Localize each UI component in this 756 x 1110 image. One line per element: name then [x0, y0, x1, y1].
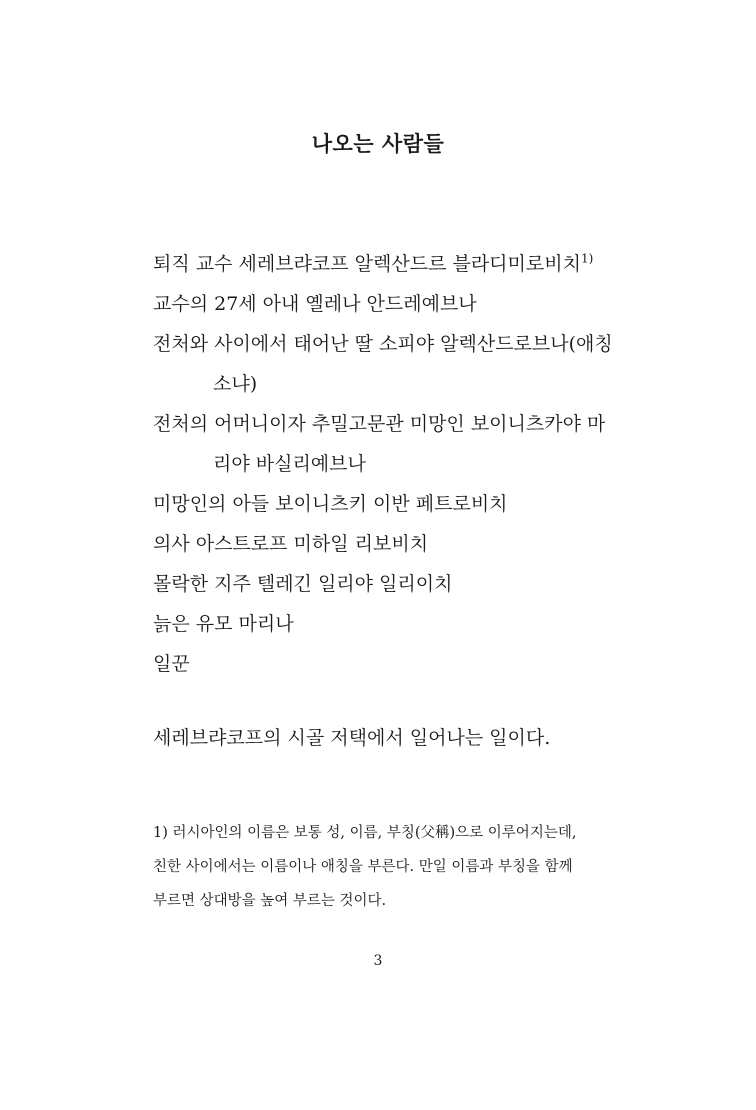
cast-item [153, 284, 653, 324]
cast-item [153, 404, 653, 484]
setting-note: 세레브랴코프의 시골 저택에서 일어나는 일이다. [153, 727, 551, 749]
cast-item [153, 604, 653, 644]
cast-item-text: 늙은 유모 마리나 [153, 613, 294, 635]
footnote-ref[interactable]: 1) [580, 251, 594, 266]
footnote-line: 친한 사이에서는 이름이나 애칭을 부른다. 만일 이름과 부칭을 함께 [153, 859, 573, 875]
footnote-line: 1) 러시아인의 이름은 보통 성, 이름, 부칭(父稱)으로 이루어지는데, [153, 825, 577, 841]
cast-item-text: 의사 아스트로프 미하일 리보비치 [153, 533, 429, 555]
cast-item-text: 몰락한 지주 텔레긴 일리야 일리이치 [153, 573, 453, 595]
cast-item [153, 524, 653, 564]
cast-item [153, 564, 653, 604]
footnote [153, 816, 633, 918]
cast-item-text: 전처의 어머니이자 추밀고문관 미망인 보이니츠카야 마 [153, 413, 606, 435]
cast-item [153, 244, 653, 284]
cast-item-text: 퇴직 교수 세레브랴코프 알렉산드르 블라디미로비치 [153, 253, 581, 275]
cast-list [153, 244, 653, 684]
cast-item-continuation: 리야 바실리예브나 [213, 453, 366, 475]
footnote-line: 부르면 상대방을 높여 부르는 것이다. [153, 893, 387, 909]
cast-item-text: 교수의 27세 아내 옐레나 안드레예브나 [153, 293, 477, 315]
cast-item [153, 644, 653, 684]
cast-item-continuation: 소냐) [213, 373, 258, 395]
cast-item-text: 미망인의 아들 보이니츠키 이반 페트로비치 [153, 493, 508, 515]
cast-item [153, 324, 653, 404]
cast-item [153, 484, 653, 524]
page-title: 나오는 사람들 [311, 131, 445, 156]
cast-item-text: 일꾼 [153, 653, 190, 675]
cast-item-text: 전처와 사이에서 태어난 딸 소피야 알렉산드로브나(애칭 [153, 333, 613, 355]
page-number: 3 [373, 953, 383, 969]
